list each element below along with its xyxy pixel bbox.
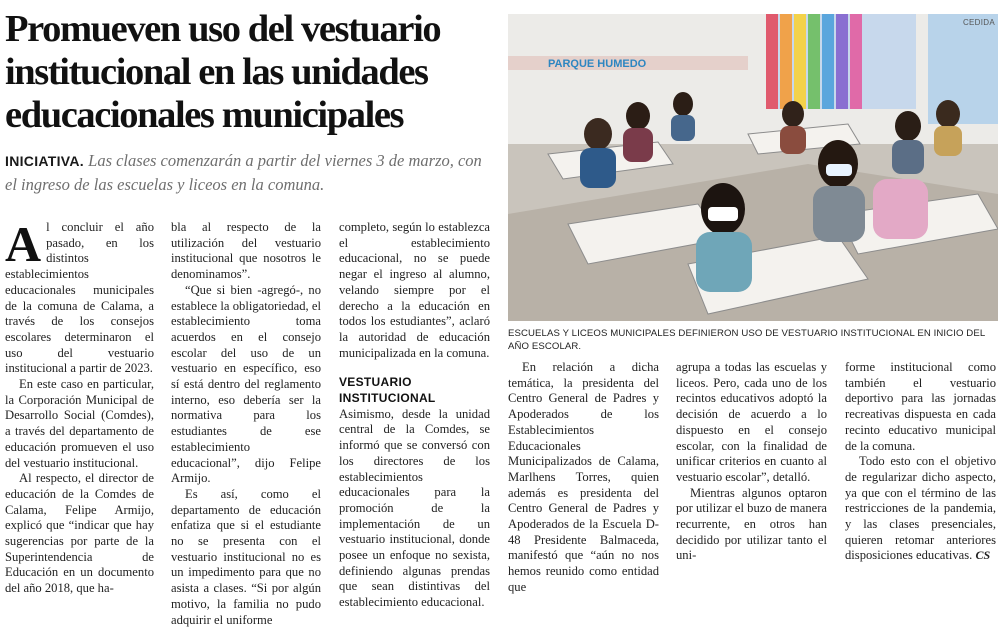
back-wall (508, 14, 998, 144)
col6-paragraph-2-text: Todo esto con el objetivo de regularizar dicho aspecto, ya que con el término de las restricciones de la pandemia, y las clases presenciales, quieren retomar anteriores disposiciones educativas. (845, 454, 996, 563)
col3-paragraph-1: completo, según lo establezca el establecimiento educacional, no se puede negar el ingreso al alumno, velando siempre por el derecho a la educación en todos los estudiantes”, aclaró la autoridad de educación municipalizada en la comuna. (339, 220, 490, 360)
photo-credit: CEDIDA (962, 18, 995, 27)
column-3 (339, 220, 490, 611)
banner-letters (548, 58, 647, 70)
section-title: VESTUARIO INSTITUCIONAL (339, 375, 436, 406)
col1-paragraph-2: En este caso en particular, la Corporación Municipal de Desarrollo Social (Comdes), a través del departamento de educación promueven el uso del vestuario institucional. (5, 377, 154, 470)
classroom-illustration (508, 14, 998, 321)
classroom-photo (508, 14, 998, 321)
col5-paragraph-2: Mientras algunos optaron por utilizar el buzo de manera recurrente, en otros han decidido por utilizar tanto el uni- (676, 485, 827, 563)
col1-paragraph-1: l concluir el año pasado, en los distintos establecimientos educacionales municipales de la comuna de Calama, a través de los consejos escolares determinaron el uso del vestuario institucional a partir de 2023. (5, 220, 154, 376)
col2-paragraph-3: Es así, como el departamento de educación enfatiza que si el estudiante no se presenta con el vestuario institucional no es un impedimento para que no asista a clases. “Si por algún motivo, la familia no pudo adquirir el uniforme (171, 486, 321, 627)
column-6 (845, 360, 996, 564)
column-1 (5, 216, 154, 597)
column-2 (171, 220, 321, 628)
col6-paragraph-1: forme institucional como también el vestuario deportivo para las jornadas recreativas dispuesta en cada recinto educativo municipal de la comuna. (845, 360, 996, 453)
end-mark: CS (975, 548, 991, 563)
headline: Promueven uso del vestuario institucional en las unidades educacionales municipales (5, 8, 441, 136)
column-5 (676, 360, 827, 564)
col5-paragraph-1: agrupa a todas las escuelas y liceos. Pero, cada uno de los recintos educativos adoptó la decisión de acuerdo a lo dispuesto en el consejo escolar, con la finalidad de unificar criterios en cuanto al vestuario escolar”, detalló. (676, 360, 827, 484)
col4-paragraph-1: En relación a dicha temática, la presidenta del Centro General de Padres y Apoderados de los Establecimientos Educacionales Municipalizados de Calama, Marlhens Torres, quien además es presidenta del Centro General de Padres y Apoderados de la Escuela D-48 Presidente Balmaceda, manifestó que “aún no nos hemos reunido como entidad que (508, 360, 659, 594)
subhead (5, 149, 495, 197)
col1-paragraph-3: Al respecto, el director de educación de la Comdes de Calama, Felipe Armijo, explicó que “indicar que hay sugerencias por parte de la Superintendencia de Educación en un documento del año 2018, que ha- (5, 471, 154, 596)
photo-caption: ESCUELAS Y LICEOS MUNICIPALES DEFINIERON USO DE VESTUARIO INSTITUCIONAL EN INICIO DEL AÑO ESCOLAR. (508, 328, 985, 352)
col2-paragraph-2: “Que si bien -agregó-, no establece la obligatoriedad, el establecimiento toma acuerdos en el consejo escolar del uso de un vestuario en específico, eso sí está dentro del reglamento interno, eso debería ser la normativa para los estudiantes de ese establecimiento educacional”, dijo Felipe Armijo. (171, 282, 321, 486)
subhead-text: Las clases comenzarán a partir del viernes 3 de marzo, con el ingreso de las escuelas y liceos en la comuna. (5, 151, 482, 194)
dropcap: A (5, 216, 42, 272)
column-4 (508, 360, 659, 596)
backpack (873, 179, 928, 239)
subhead-kicker: INICIATIVA. (5, 153, 85, 169)
col6-paragraph-2 (845, 454, 996, 564)
col2-paragraph-1: bla al respecto de la utilización del vestuario institucional que nosotros le denominamos”. (171, 220, 321, 282)
banner-text: PARQUE HUMEDO (548, 58, 647, 70)
col3-paragraph-2: Asimismo, desde la unidad central de la Comdes, se informó que se conversó con los directores de los establecimientos educacionales para la promoción de la implementación de un vestuario institucional, donde posee un enfoque no sexista, definiendo algunas prendas que sean distintivas del establecimiento educacional. (339, 406, 490, 610)
